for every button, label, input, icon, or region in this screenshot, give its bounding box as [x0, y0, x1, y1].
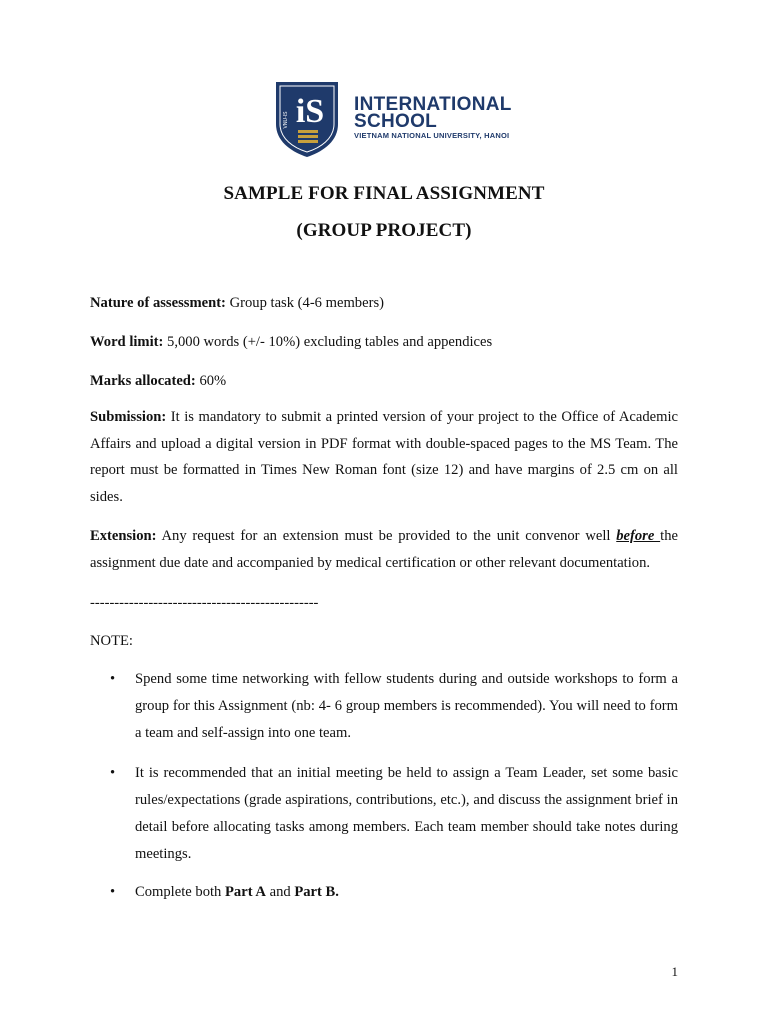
- text-prefix: Complete both: [135, 884, 225, 900]
- document-subtitle: (GROUP PROJECT): [296, 220, 472, 241]
- list-item-text: Spend some time networking with fellow students during and outside workshops to form a group for this Assignment (nb: 4- 6 group members is recommended). You will need to form a team and self-assign into one team.: [135, 671, 678, 741]
- list-item-text: [135, 879, 678, 906]
- logo-line-school: SCHOOL: [354, 111, 438, 132]
- bullet-icon: •: [110, 765, 116, 781]
- part-b: Part B.: [294, 884, 339, 900]
- logo-line-international: INTERNATIONAL: [354, 94, 512, 115]
- emphasis-before: before: [616, 528, 661, 544]
- shield-monogram: iS: [295, 93, 325, 130]
- bullet-icon: •: [110, 884, 116, 900]
- logo-wordmark: [354, 96, 512, 141]
- field-value: 5,000 words (+/- 10%) excluding tables and appendices: [163, 334, 493, 350]
- separator-line: -----------------------------------------------: [90, 595, 319, 611]
- field-label: Marks allocated:: [90, 373, 196, 389]
- note-heading: NOTE:: [90, 633, 133, 649]
- field-label: Submission:: [90, 409, 167, 425]
- shield-logo-icon: [274, 80, 340, 158]
- field-label: Extension:: [90, 528, 157, 544]
- bullet-icon: •: [110, 671, 116, 687]
- field-value: Any request for an extension must be provided to the unit convenor well: [156, 528, 617, 544]
- submission: [90, 404, 678, 510]
- field-label: Nature of assessment:: [90, 295, 226, 311]
- shield-side-text: VNU-IS: [283, 111, 289, 129]
- part-a: Part A: [225, 884, 266, 900]
- school-logo: [274, 80, 512, 160]
- field-value: It is mandatory to submit a printed version of your project to the Office of Academic Affairs and upload a digital version in PDF format with double-spaced pages to the MS Team. The report must be formatted in Times New Roman font (size 12) and have margins of 2.5 cm on all sides.: [90, 409, 678, 505]
- page-number: 1: [671, 964, 678, 979]
- logo-line-university: VIETNAM NATIONAL UNIVERSITY, HANOI: [354, 131, 510, 140]
- extension: [90, 523, 678, 576]
- nature-of-assessment: [90, 290, 678, 317]
- text-middle: and: [265, 884, 295, 900]
- field-value: 60%: [195, 373, 227, 389]
- field-value: Group task (4-6 members): [225, 295, 384, 311]
- marks-allocated: [90, 368, 678, 395]
- field-label: Word limit:: [90, 334, 164, 350]
- list-item-text: It is recommended that an initial meeting be held to assign a Team Leader, set some basic rules/expectations (grade aspirations, contributions, etc.), and discuss the assignment brief in detail before allocating tasks among members. Each team member should take notes during meetings.: [135, 765, 678, 862]
- field-value-cont: the assignment due date and accompanied by medical certification or other relevant documentation.: [90, 528, 678, 571]
- document-title: SAMPLE FOR FINAL ASSIGNMENT: [223, 183, 545, 204]
- word-limit: [90, 329, 678, 356]
